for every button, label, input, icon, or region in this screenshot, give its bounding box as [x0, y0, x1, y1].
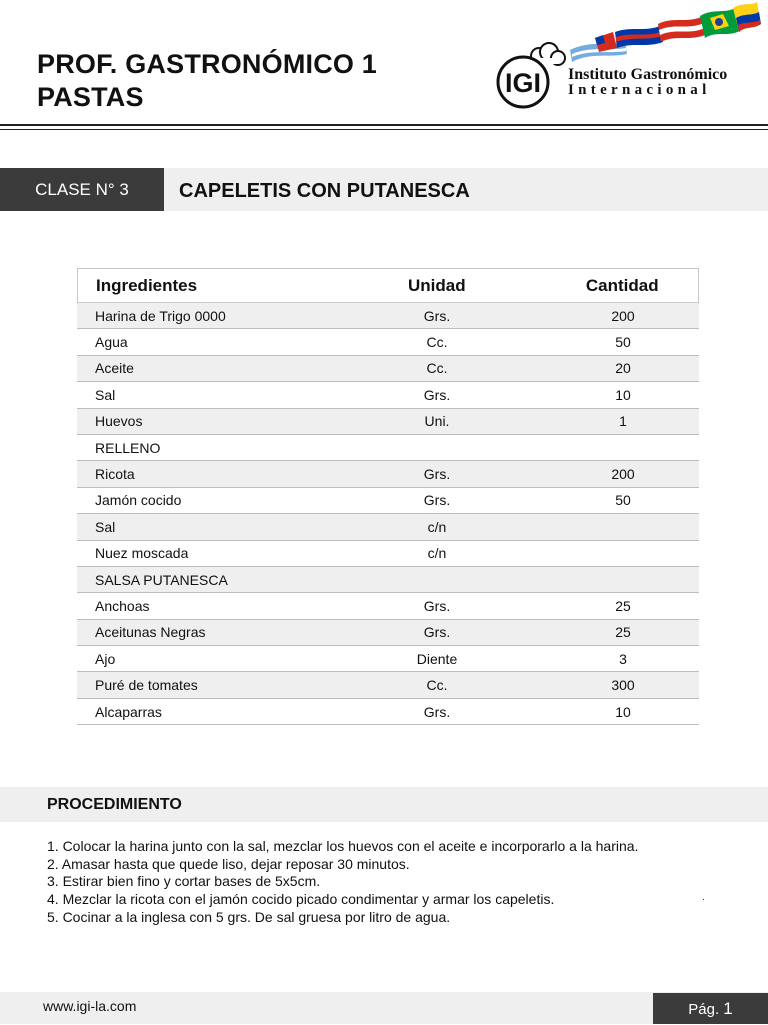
- logo-name-line2: Internacional: [568, 82, 711, 98]
- ingredient-name: Ajo: [95, 650, 116, 667]
- ingredient-name: Anchoas: [95, 597, 150, 614]
- table-row: [77, 620, 699, 646]
- ingredient-quantity: 300: [611, 677, 635, 694]
- logo-name-line1: Instituto Gastronómico: [568, 66, 728, 83]
- procedure-step: 3. Estirar bien fino y cortar bases de 5x5cm.: [47, 873, 321, 890]
- ingredient-unit: Grs.: [423, 492, 451, 509]
- stray-mark: .: [702, 892, 705, 903]
- course-subtitle: PASTAS: [37, 82, 144, 112]
- header-ingredients: Ingredientes: [96, 275, 198, 295]
- page-label: Pág.: [688, 1001, 720, 1018]
- table-row: [77, 382, 699, 408]
- ingredient-unit: Diente: [416, 650, 458, 667]
- ingredient-unit: Grs.: [423, 624, 451, 641]
- table-row: [77, 409, 699, 435]
- document-title: [37, 48, 377, 114]
- ingredient-name: Alcaparras: [95, 703, 162, 720]
- header-unit: Unidad: [408, 275, 466, 295]
- ingredient-unit: Cc.: [426, 334, 448, 351]
- igi-logo: [495, 2, 763, 112]
- page-number: 1: [723, 999, 733, 1018]
- ingredient-quantity: 10: [615, 703, 631, 720]
- course-title: PROF. GASTRONÓMICO 1: [37, 49, 378, 79]
- table-row: [77, 461, 699, 487]
- ingredient-name: Jamón cocido: [95, 492, 182, 509]
- ingredient-quantity: 25: [615, 597, 631, 614]
- ingredient-unit: Grs.: [423, 386, 451, 403]
- ingredient-quantity: 50: [615, 492, 631, 509]
- table-row: [77, 435, 699, 461]
- ingredient-name: Agua: [95, 334, 128, 351]
- ingredient-name: Harina de Trigo 0000: [95, 307, 226, 324]
- logo-mark: IGI: [504, 68, 542, 98]
- ingredient-name: Aceitunas Negras: [95, 624, 206, 641]
- procedure-step: 2. Amasar hasta que quede liso, dejar reposar 30 minutos.: [47, 855, 410, 872]
- procedure-step: 4. Mezclar la ricota con el jamón cocido picado condimentar y armar los capeletis.: [47, 891, 555, 908]
- table-row: [77, 699, 699, 725]
- ingredient-name: Ricota: [95, 466, 135, 483]
- ingredient-quantity: 20: [615, 360, 631, 377]
- ingredient-quantity: 3: [619, 650, 627, 667]
- ingredient-unit: Grs.: [423, 703, 451, 720]
- ingredient-quantity: 200: [611, 307, 635, 324]
- ingredient-unit: Cc.: [426, 677, 448, 694]
- table-row: [77, 567, 699, 593]
- procedure-steps: [47, 838, 638, 927]
- ingredient-quantity: 10: [615, 386, 631, 403]
- table-row: [77, 329, 699, 355]
- ingredient-unit: c/n: [427, 545, 447, 562]
- section-label: SALSA PUTANESCA: [95, 571, 228, 588]
- ingredient-name: Sal: [95, 518, 116, 535]
- ingredient-unit: c/n: [427, 518, 447, 535]
- procedure-title: PROCEDIMIENTO: [47, 796, 182, 813]
- ingredient-name: Aceite: [95, 360, 134, 377]
- footer-url: www.igi-la.com: [43, 998, 137, 1014]
- ingredient-quantity: 50: [615, 334, 631, 351]
- ingredient-unit: Uni.: [424, 413, 450, 430]
- ingredient-unit: Grs.: [423, 597, 451, 614]
- table-row: [77, 514, 699, 540]
- ingredient-name: Sal: [95, 386, 116, 403]
- ingredient-unit: Cc.: [426, 360, 448, 377]
- table-row: [77, 541, 699, 567]
- ingredient-quantity: 1: [619, 413, 627, 430]
- ingredient-unit: Grs.: [423, 466, 451, 483]
- table-row: [77, 593, 699, 619]
- procedure-step: 5. Cocinar a la inglesa con 5 grs. De sal gruesa por litro de agua.: [47, 908, 451, 925]
- class-number-badge: CLASE N° 3: [0, 168, 164, 211]
- recipe-title: CAPELETIS CON PUTANESCA: [179, 180, 470, 202]
- header-quantity: Cantidad: [585, 275, 659, 295]
- table-header: [77, 268, 699, 303]
- table-row: [77, 672, 699, 698]
- procedure-step: 1. Colocar la harina junto con la sal, mezclar los huevos con el aceite e incorporarlo a la harina.: [47, 838, 639, 854]
- ingredients-table: [77, 268, 699, 725]
- table-row: [77, 356, 699, 382]
- table-row: [77, 303, 699, 329]
- ingredient-unit: Grs.: [423, 307, 451, 324]
- table-row: [77, 646, 699, 672]
- ingredient-quantity: 25: [615, 624, 631, 641]
- ingredient-quantity: 200: [611, 466, 635, 483]
- ingredient-name: Nuez moscada: [95, 545, 189, 562]
- section-label: RELLENO: [95, 439, 161, 456]
- flags-banner-icon: [570, 2, 761, 62]
- header-divider: [0, 124, 768, 126]
- table-row: [77, 488, 699, 514]
- page-number-box: [653, 993, 768, 1024]
- ingredient-name: Huevos: [95, 413, 143, 430]
- ingredient-name: Puré de tomates: [95, 677, 198, 694]
- header-divider-thin: [0, 129, 768, 130]
